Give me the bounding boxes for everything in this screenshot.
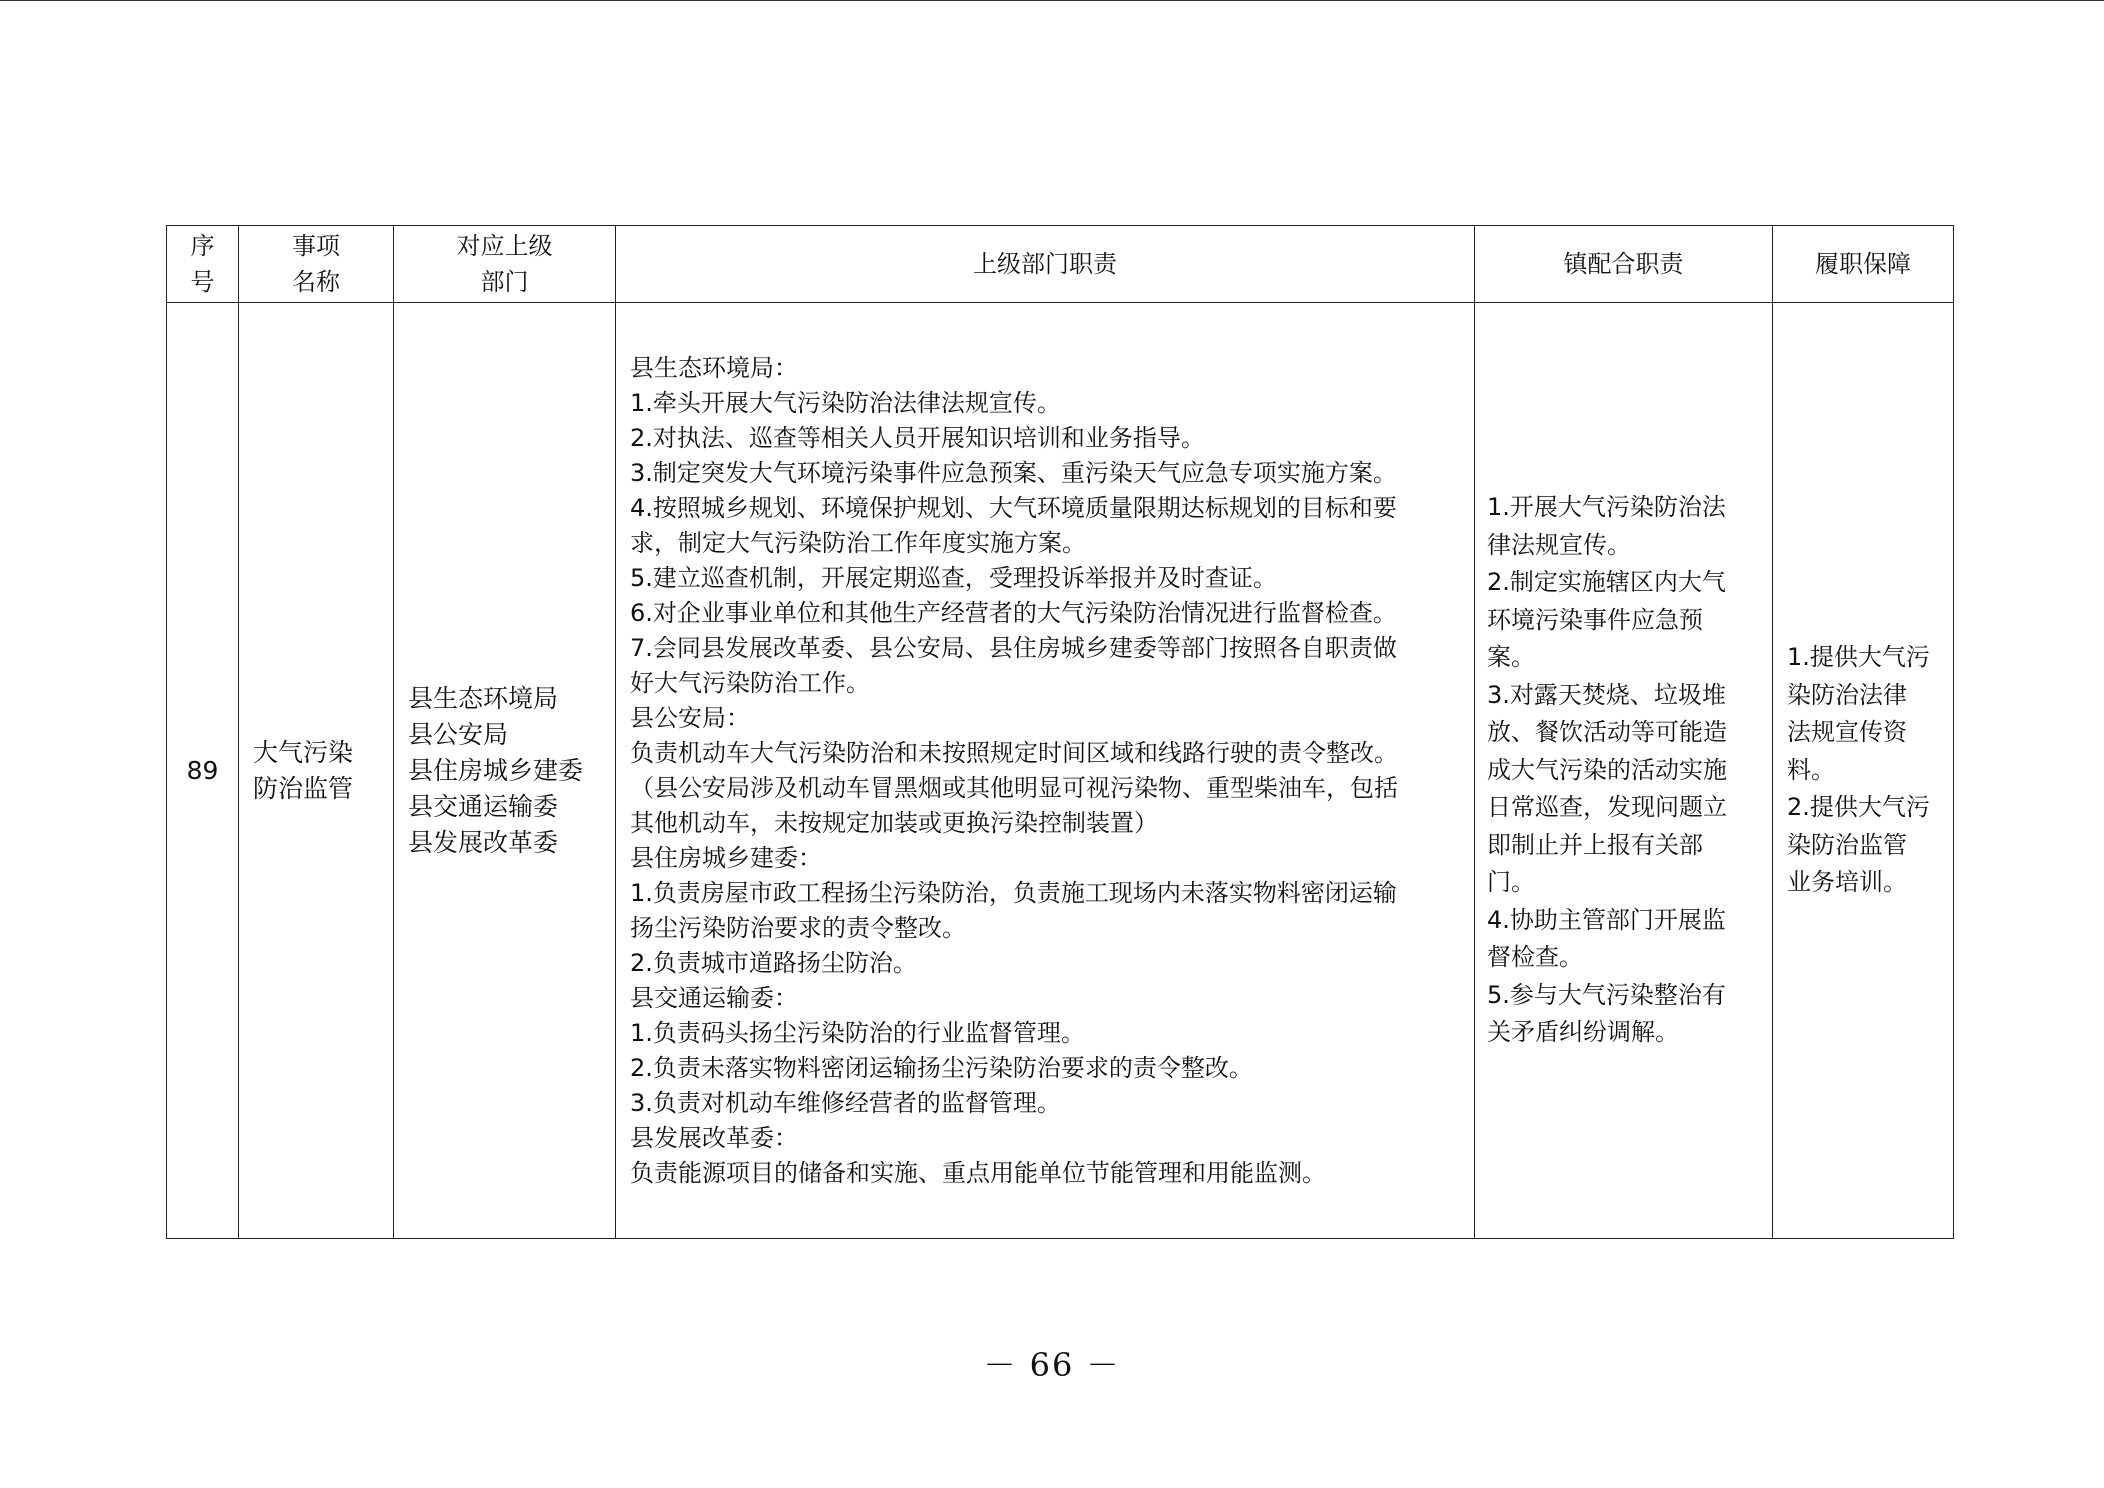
dept-item: 县发展改革委 [408, 827, 559, 857]
top-border-line [0, 0, 2104, 1]
dept-item: 县公安局 [408, 719, 509, 749]
cell-item-name: 大气污染 防治监管 [239, 303, 394, 1239]
table-header-row [167, 226, 1954, 303]
cell-upper-duties: 县生态环境局： 1.牵头开展大气污染防治法律法规宣传。 2.对执法、巡查等相关人员开展知识培训和业务指导。 3.制定突发大气环境污染事件应急预案、重污染天气应急专项实施方案。 4.按照城乡规划、环境保护规划、大气环境质量限期达标规划的目标和要 求，制定大气污染防治工作年度实施方案。 5.建立巡查机制，开展定期巡查，受理投诉举报并及时查证。 6.对企业事业单位和其他生产经营者的大气污染防治情况进行监督检查。 7.会同县发展改革委、县公安局、县住房城乡建委等部门按照各自职责做 好大气污染防治工作。 县公安局： 负责机动车大气污染防治和未按照规定时间区域和线路行驶的责令整改。 （县公安局涉及机动车冒黑烟或其他明显可视污染物、重型柴油车，包括 其他机动车，未按规定加装或更换污染控制装置） 县住房城乡建委： 1.负责房屋市政工程扬尘污染防治，负责施工现场内未落实物料密闭运输 扬尘污染防治要求的责令整改。 2.负责城市道路扬尘防治。 县交通运输委： 1.负责码头扬尘污染防治的行业监督管理。 2.负责未落实物料密闭运输扬尘污染防治要求的责令整改。 3.负责对机动车维修经营者的监督管理。 县发展改革委： 负责能源项目的储备和实施、重点用能单位节能管理和用能监测。 [616, 303, 1475, 1239]
header-guarantee: 履职保障 [1773, 226, 1954, 303]
page-number: － 66 － [983, 1346, 1121, 1384]
dept-item: 县生态环境局 [408, 683, 559, 713]
cell-town-duties: 1.开展大气污染防治法 律法规宣传。 2.制定实施辖区内大气 环境污染事件应急预 案。 3.对露天焚烧、垃圾堆 放、餐饮活动等可能造 成大气污染的活动实施 日常巡查，发现问题立 即制止并上报有关部 门。 4.协助主管部门开展监 督检查。 5.参与大气污染整治有 关矛盾纠纷调解。 [1475, 303, 1773, 1239]
dept-item: 县住房城乡建委 [408, 755, 584, 785]
cell-seq: 89 [167, 303, 239, 1239]
cell-upper-depts [394, 303, 616, 1239]
header-item-name: 事项 名称 [239, 226, 394, 303]
header-town-duties: 镇配合职责 [1475, 226, 1773, 303]
dept-item: 县交通运输委 [408, 791, 559, 821]
header-upper-dept: 对应上级 部门 [394, 226, 616, 303]
header-upper-duties: 上级部门职责 [616, 226, 1475, 303]
table-row [167, 303, 1954, 1239]
duty-table [166, 225, 1954, 1239]
cell-guarantee: 1.提供大气污 染防治法律 法规宣传资 料。 2.提供大气污 染防治监管 业务培训。 [1773, 303, 1954, 1239]
header-seq: 序 号 [167, 226, 239, 303]
